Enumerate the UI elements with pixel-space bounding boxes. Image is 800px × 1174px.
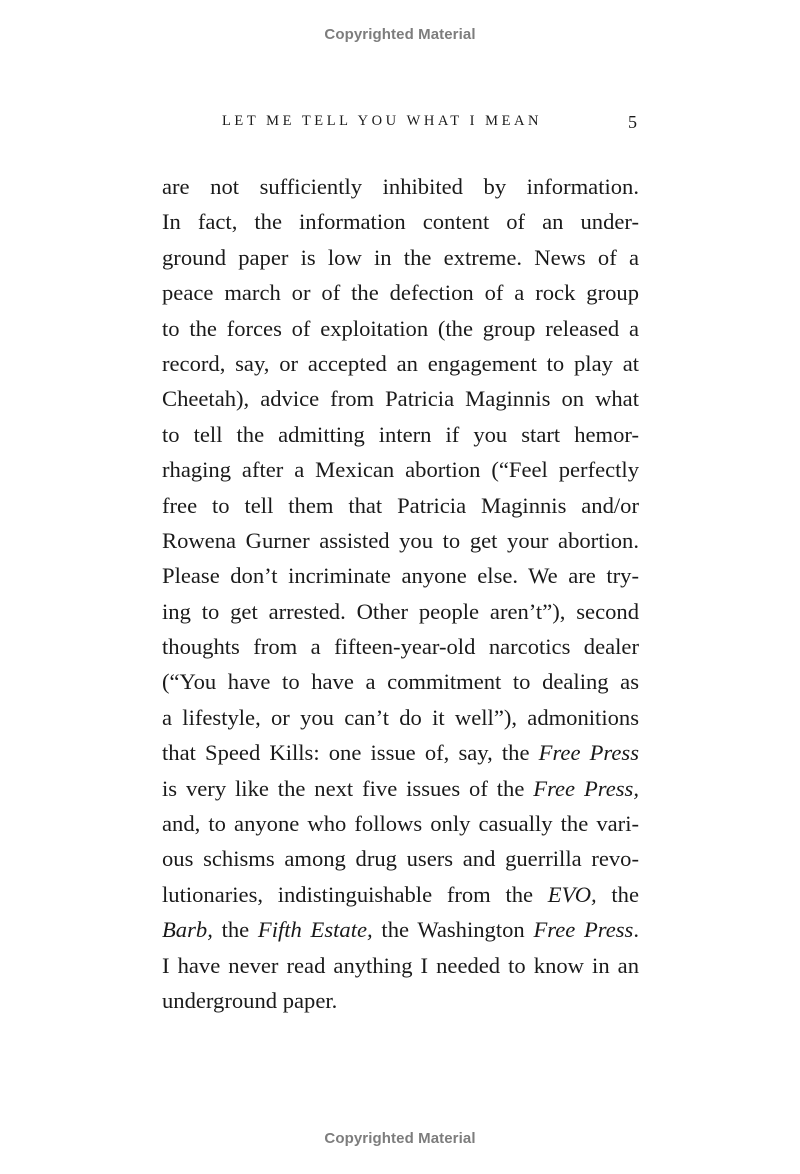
copyright-watermark-top: Copyrighted Material bbox=[324, 26, 476, 43]
text-run: Rowena Gurner assisted you to get your abortion. bbox=[162, 527, 639, 553]
text-run: thoughts from a fifteen-year-old narcotics dealer bbox=[162, 634, 639, 660]
text-line bbox=[162, 629, 639, 664]
italic-title: Free Press bbox=[533, 917, 634, 943]
text-line bbox=[162, 346, 639, 381]
text-line bbox=[162, 594, 639, 629]
text-run: record, say, or accepted an engagement to play at bbox=[162, 350, 639, 376]
text-line bbox=[162, 771, 639, 806]
text-line bbox=[162, 204, 639, 239]
text-run: free to tell them that Patricia Maginnis and/or bbox=[162, 492, 639, 518]
text-line bbox=[162, 452, 639, 487]
copyright-watermark-bottom: Copyrighted Material bbox=[324, 1130, 476, 1147]
text-line bbox=[162, 948, 639, 983]
text-run: ground paper is low in the extreme. News of a bbox=[162, 244, 639, 270]
text-run: the Washington bbox=[372, 917, 534, 943]
text-line bbox=[162, 841, 639, 876]
text-run: ing to get arrested. Other people aren’t”), second bbox=[162, 598, 639, 624]
italic-title: Free Press bbox=[538, 740, 639, 766]
italic-title: EVO, bbox=[547, 881, 597, 907]
text-line bbox=[162, 381, 639, 416]
text-line bbox=[162, 523, 639, 558]
text-line bbox=[162, 240, 639, 275]
text-run: I have never read anything I needed to know in an bbox=[162, 952, 639, 978]
italic-title: Free Press, bbox=[533, 775, 639, 801]
text-run: are not sufficiently inhibited by information. bbox=[162, 174, 639, 199]
body-text bbox=[162, 169, 639, 1018]
text-run: that Speed Kills: one issue of, say, the bbox=[162, 740, 539, 766]
page-number: 5 bbox=[628, 112, 637, 132]
text-run: (“You have to have a commitment to dealing as bbox=[162, 669, 639, 695]
text-line bbox=[162, 664, 639, 699]
text-run: Please don’t incriminate anyone else. We are try- bbox=[162, 563, 639, 589]
text-line bbox=[162, 169, 639, 204]
text-run: . bbox=[633, 917, 639, 943]
text-run: peace march or of the defection of a rock group bbox=[162, 280, 639, 306]
text-run: lutionaries, indistinguishable from the bbox=[162, 881, 548, 907]
text-line bbox=[162, 700, 639, 735]
text-run: ous schisms among drug users and guerrilla revo- bbox=[162, 846, 639, 872]
text-run: underground paper. bbox=[162, 987, 338, 1013]
text-run: the bbox=[212, 917, 258, 943]
text-line bbox=[162, 311, 639, 346]
text-run: In fact, the information content of an under- bbox=[162, 209, 639, 235]
text-line bbox=[162, 806, 639, 841]
text-run: to tell the admitting intern if you start hemor- bbox=[162, 421, 639, 447]
text-line bbox=[162, 558, 639, 593]
text-line bbox=[162, 417, 639, 452]
running-head: LET ME TELL YOU WHAT I MEAN bbox=[222, 113, 543, 129]
text-run: rhaging after a Mexican abortion (“Feel perfectly bbox=[162, 457, 639, 483]
text-run: is very like the next five issues of the bbox=[162, 775, 534, 801]
text-line bbox=[162, 983, 639, 1018]
text-run: a lifestyle, or you can’t do it well”), admonitions bbox=[162, 704, 639, 730]
text-line bbox=[162, 877, 639, 912]
text-line bbox=[162, 275, 639, 310]
italic-title: Fifth Estate, bbox=[257, 917, 373, 943]
text-run: Cheetah), advice from Patricia Maginnis on what bbox=[162, 386, 639, 412]
text-run: the bbox=[596, 881, 639, 907]
italic-title: Barb, bbox=[162, 917, 213, 943]
text-line bbox=[162, 735, 639, 770]
text-run: to the forces of exploitation (the group released a bbox=[162, 315, 639, 341]
text-line bbox=[162, 488, 639, 523]
text-line bbox=[162, 912, 639, 947]
text-run: and, to anyone who follows only casually the vari- bbox=[162, 811, 639, 837]
